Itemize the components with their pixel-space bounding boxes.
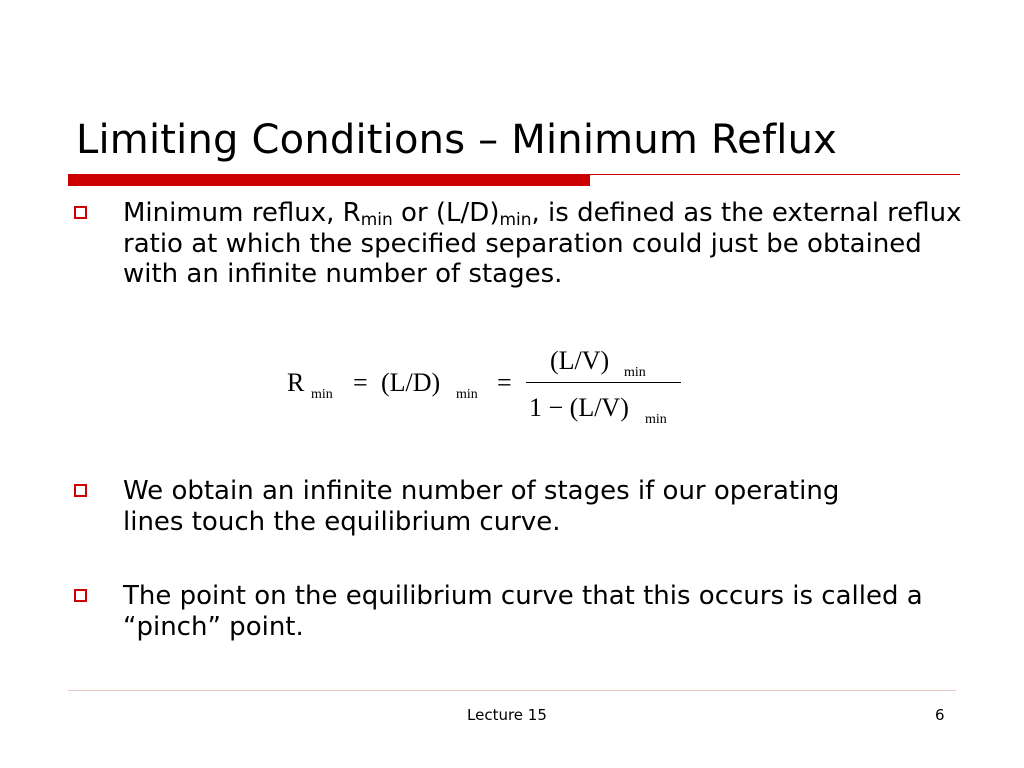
bullet-text-pinch-point: The point on the equilibrium curve that this occurs is called a “pinch” point. bbox=[123, 581, 923, 642]
equation-fraction-bar bbox=[526, 382, 681, 383]
footer-divider bbox=[68, 690, 956, 691]
title-underline-thick bbox=[68, 174, 590, 186]
bullet-square-icon bbox=[74, 484, 87, 497]
bullet-square-icon bbox=[74, 206, 87, 219]
footer-page-number: 6 bbox=[935, 706, 945, 724]
footer-lecture-label: Lecture 15 bbox=[467, 706, 547, 724]
equation-denominator-subscript: min bbox=[645, 412, 667, 427]
equation-ld: (L/D) bbox=[381, 368, 441, 397]
equation-r-subscript: min bbox=[311, 387, 333, 402]
bullet-text-minimum-reflux: Minimum reflux, $R_{min}$ or $(L/D)_{min}$, is defined as the external reflux ratio at which the specified separation could just be obtained with an infinite number of stages. bbox=[123, 198, 962, 289]
equation-ld-subscript: min bbox=[456, 387, 478, 402]
bullet-square-icon bbox=[74, 589, 87, 602]
equation-equals-1: = bbox=[353, 368, 368, 397]
equation-equals-2: = bbox=[497, 368, 512, 397]
equation-numerator-subscript: min bbox=[624, 365, 646, 380]
equation-r: R bbox=[287, 368, 305, 397]
bullet-text-infinite-stages: We obtain an infinite number of stages if our operating lines touch the equilibrium curve. bbox=[123, 476, 840, 537]
slide-title: Limiting Conditions – Minimum Reflux bbox=[76, 117, 837, 163]
title-underline-thin bbox=[590, 174, 960, 175]
equation-numerator: (L/V) bbox=[550, 346, 610, 375]
equation-denominator: 1 − (L/V) bbox=[529, 393, 629, 422]
